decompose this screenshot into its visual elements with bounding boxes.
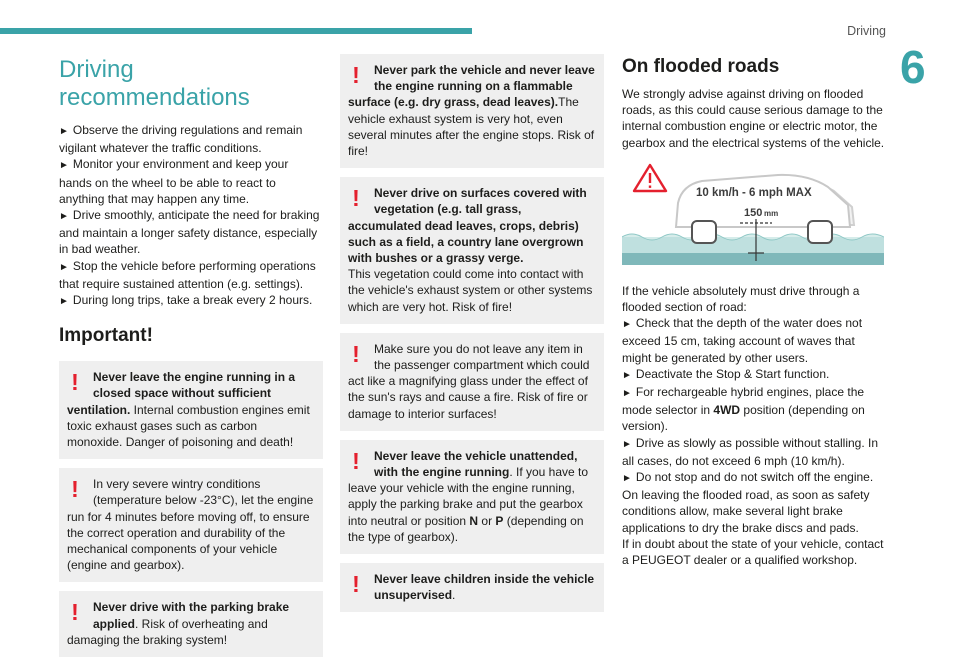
list-item: ► Stop the vehicle before performing operations that require sustained attention (e.g. settings). [59, 258, 316, 291]
triangle-bullet-icon: ► [59, 296, 69, 308]
exclamation-icon: ! [352, 185, 360, 212]
flooded-outro: On leaving the flooded road, as soon as safety conditions allow, make several light brake applications to dry the brake discs and pads. [622, 488, 870, 535]
list-item: ► Monitor your environment and keep your hands on the wheel to be able to react to anything that may happen any time. [59, 157, 289, 206]
page-title: Driving recommendations [59, 56, 250, 111]
flooded-heading: On flooded roads [622, 56, 780, 77]
exclamation-icon: ! [71, 369, 79, 396]
triangle-bullet-icon: ► [59, 126, 69, 137]
warning-box: ! Make sure you do not leave any item in the passenger compartment which could act like a magnifying glass under the effect of the sun's rays and cause a fire. Risk of fire or damage to interior surfaces! [340, 333, 604, 431]
warning-box: ! Never leave children inside the vehicle unsupervised. [340, 563, 604, 612]
water [622, 234, 884, 265]
section-color-bar [0, 28, 472, 34]
recommendation-list [59, 122, 323, 310]
list-item: ► Drive as slowly as possible without stalling. In all cases, do not exceed 6 mph (10 km/h). [622, 435, 879, 468]
column-middle [340, 54, 604, 621]
column-right [622, 56, 886, 568]
flooded-instructions [622, 283, 886, 568]
flooded-road-illustration [622, 161, 884, 271]
speed-limit-label: 10 km/h - 6 mph MAX [696, 186, 812, 199]
exclamation-icon: ! [71, 599, 79, 626]
triangle-bullet-icon: ► [59, 261, 69, 273]
warning-box: ! In very severe wintry conditions (temperature below -23°C), let the engine run for 4 minutes before moving off, to ensure the correct operation and durability of the mechanical components of your vehicle (engine and gearbox). [59, 468, 323, 582]
list-item: ► Do not stop and do not switch off the engine. [622, 469, 886, 487]
triangle-bullet-icon: ► [622, 369, 632, 381]
important-heading: Important! [59, 325, 153, 347]
list-item: ► Drive smoothly, anticipate the need for braking and maintain a longer safety distance, especially in bad weather. [59, 208, 320, 257]
triangle-bullet-icon: ► [622, 388, 632, 400]
warning-box: ! Never park the vehicle and never leave the engine running on a flammable surface (e.g. dry grass, dead leaves).The vehicle exhaust system is very hot, even several minutes after the engine stops. Risk of fire! [340, 54, 604, 168]
exclamation-icon: ! [352, 62, 360, 88]
warning-box: ! Never drive on surfaces covered with vegetation (e.g. tall grass, accumulated dead leaves, crops, debris) such as a field, a country lane overgrown with bushes or a grassy verge. This vegetation could come into contact with the vehicle's exhaust system or other systems which are very hot. Risk of fire! [340, 177, 604, 324]
depth-unit: mm [764, 208, 779, 218]
list-item: ► Observe the driving regulations and remain vigilant whatever the traffic conditions. [59, 123, 303, 156]
section-title: Driving [847, 24, 886, 38]
warning-box: ! Never drive with the parking brake applied. Risk of overheating and damaging the braking system! [59, 591, 323, 657]
list-item: ► For rechargeable hybrid engines, place the mode selector in 4WD position (depending on version). [622, 385, 865, 434]
triangle-bullet-icon: ► [622, 473, 632, 485]
chapter-number: 6 [900, 41, 926, 93]
depth-value: 150 [744, 206, 763, 219]
exclamation-icon: ! [71, 476, 79, 503]
exclamation-icon: ! [352, 447, 360, 474]
warning-box: ! Never leave the vehicle unattended, with the engine running. If you have to leave your vehicle with the engine running, apply the parking brake and put the gearbox into neutral or position N or P (depending on the type of gearbox). [340, 440, 604, 554]
triangle-bullet-icon: ► [59, 211, 69, 223]
car-outline [676, 175, 854, 227]
exclamation-icon: ! [352, 571, 360, 598]
list-item: ► Check that the depth of the water does not exceed 15 cm, taking account of waves that might be generated by other users. [622, 316, 863, 365]
exclamation-icon: ! [352, 340, 360, 367]
flooded-lead: If the vehicle absolutely must drive through a flooded section of road: [622, 283, 860, 315]
warning-box: ! Never leave the engine running in a closed space without sufficient ventilation. Internal combustion engines emit toxic exhaust gases such as carbon monoxide. Danger of poisoning and death! [59, 361, 323, 459]
list-item: ► During long trips, take a break every 2 hours. [59, 292, 323, 310]
flooded-outro: If in doubt about the state of your vehicle, contact a PEUGEOT dealer or a qualified workshop. [622, 536, 884, 568]
column-left [59, 56, 323, 666]
warning-triangle-icon [634, 165, 666, 191]
list-item: ► Deactivate the Stop & Start function. [622, 366, 886, 384]
flooded-intro: We strongly advise against driving on flooded roads, as this could cause serious damage to the internal combustion engine or electric motor, the gearbox and the electrical systems of the vehicle. [622, 87, 885, 150]
triangle-bullet-icon: ► [622, 438, 632, 450]
triangle-bullet-icon: ► [622, 319, 632, 331]
triangle-bullet-icon: ► [59, 160, 69, 172]
